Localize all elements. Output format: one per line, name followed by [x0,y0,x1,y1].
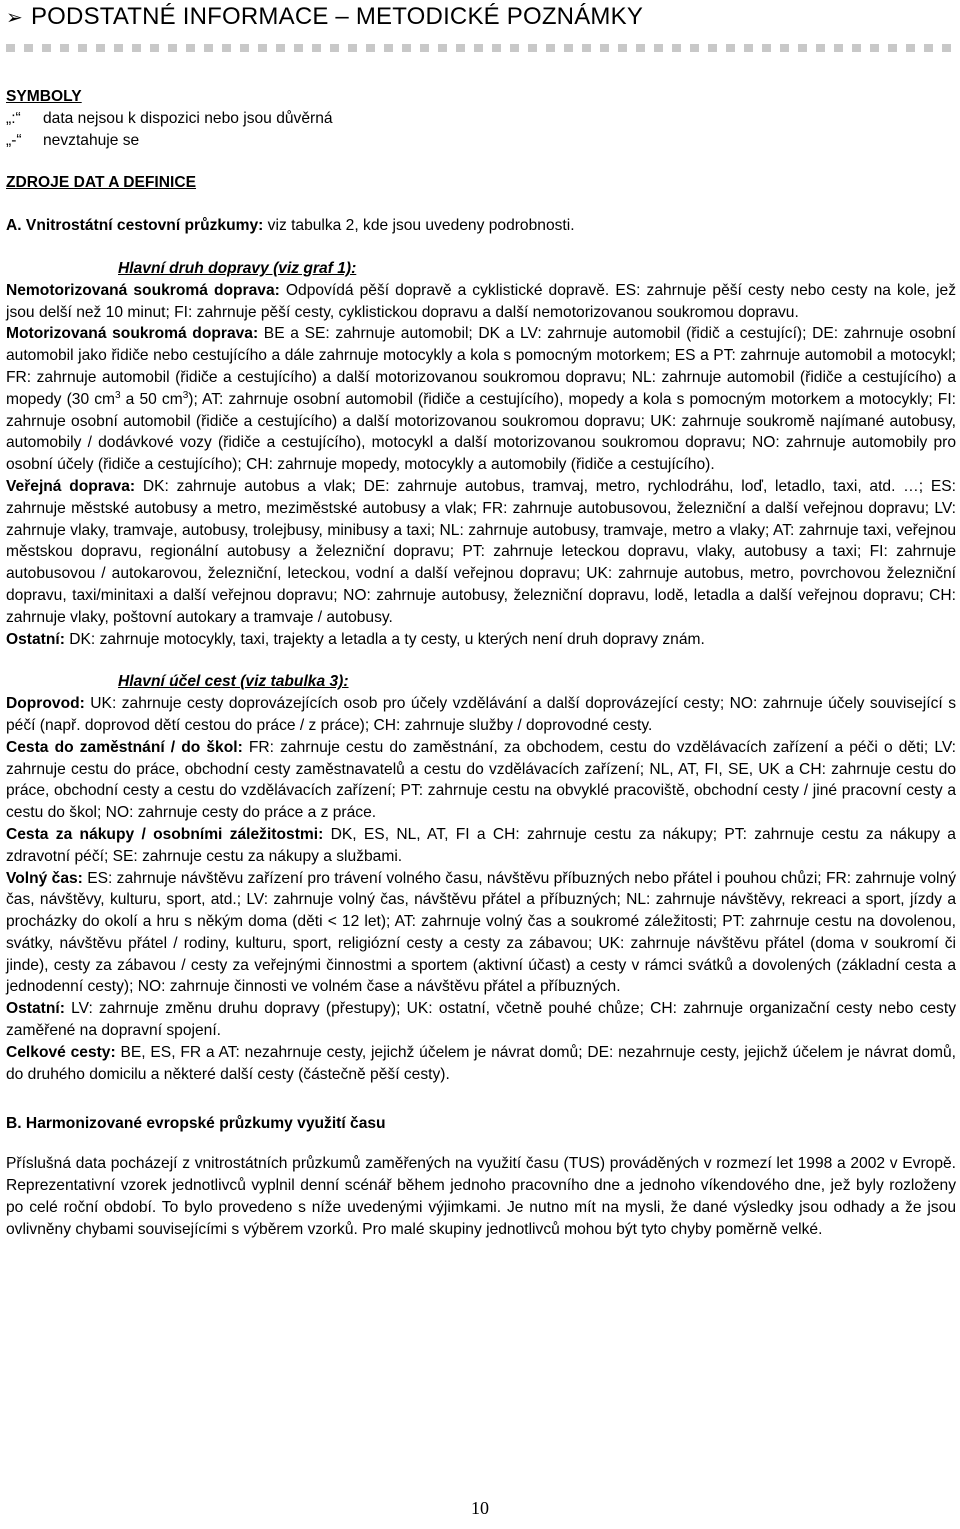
paragraph-label: Ostatní: [6,630,65,648]
symbol-text: nevztahuje se [43,131,140,149]
page-header [6,2,956,33]
superscript: 3 [182,389,189,401]
divider-dot [258,44,267,52]
divider-dot [96,44,105,52]
section-a-lead [6,215,956,237]
divider-dot [690,44,699,52]
divider-dot [456,44,465,52]
divider-dot [348,44,357,52]
paragraph-text: UK: zahrnuje cesty doprovázejících osob pro účely vzdělávání a další doprovázející cesty; NO: zahrnuje účely související s péčí (např. doprovod dětí cestou do práce / z práce); CH: zahrnuje služby / doprovodné cesty. [6,695,956,734]
paragraph-text: DK: zahrnuje autobus a vlak; DE: zahrnuje autobus, tramvaj, metro, rychlodráhu, loď, letadlo, taxi, atd. …; ES: zahrnuje městské autobusy a metro, meziměstské autobusy a vlak; FR: zahrnuje autobusovou, železniční a další veřejnou dopravu; LV: zahrnuje vlaky, tramvaje, autobusy, trolejbusy, minibusy a taxi; NL: zahrnuje autobusy, tramvaje, metro a vlaky; AT: zahrnuje taxi, veřejnou městskou dopravu, regionální autobusy a železniční dopravu; PT: zahrnuje leteckou dopravu, vlaky, autobusy a taxi; FI: zahrnuje autobusovou / autokarovou, železniční, leteckou, vodní a další veřejnou dopravu; UK: zahrnuje autobus, metro, povrchovou železniční dopravu, taxi/minitaxi a další veřejnou dopravu; NO: zahrnuje autobusy, železniční dopravu, lodě, letadla a další veřejnou dopravu; CH: zahrnuje vlaky, poštovní autokary a tramvaje / autobusy. [6,477,956,626]
purpose-paragraph-total [6,1042,956,1086]
symbols-heading: SYMBOLY [6,88,82,105]
divider-dot [942,44,951,52]
divider-dot [402,44,411,52]
divider-dot [924,44,933,52]
divider-dot [816,44,825,52]
divider-dot [132,44,141,52]
divider-dot [672,44,681,52]
document-body [6,86,956,1240]
paragraph-label: Cesta za nákupy / osobními záležitostmi: [6,825,324,843]
paragraph-text: FR: zahrnuje cestu do zaměstnání, za obchodem, cestu do vzdělávacích zařízení a péči o děti; LV: zahrnuje cestu do práce, obchodní cesty zaměstnavatelů a cestu do vzdělávacích zařízení; NL, AT, FI, SE, UK a CH: zahrnuje cestu do práce, obchodní cesty a cestu do vzdělávacích zařízení; PT: zahrnuje cestu na obvyklé pracoviště, obchodní cesty / jiné pracovní cesty a cestu do škol; NO: zahrnuje cesty do práce a z práce. [6,738,956,822]
divider-dot [384,44,393,52]
paragraph-text: BE a SE: zahrnuje automobil; DK a LV: zahrnuje automobil (řidič a cestující); DE: zahrnuje osobní automobil jako řidiče nebo cestujícího a dále zahrnuje motocykly a kola s pomocným motorkem; ES a PT: zahrnuje automobil a motocykl; FR: zahrnuje automobil (řidiče a cestujícího) a další motorizovanou soukromou dopravu; NL: zahrnuje automobil (řidiče a cestujícího) a mopedy (30 cm [6,325,957,408]
paragraph-label: Motorizovaná soukromá doprava: [6,325,259,343]
divider-dot [780,44,789,52]
divider-dot [474,44,483,52]
divider-dot [906,44,915,52]
divider-dot [726,44,735,52]
page-number: 10 [471,1498,489,1518]
paragraph-text: LV: zahrnuje změnu druhu dopravy (přestupy); UK: ostatní, včetně pouhé chůze; CH: zahrnuje organizační cesty nebo cesty zaměřené na dopravní spojení. [6,1000,956,1040]
divider-dot [204,44,213,52]
symbol-row [6,108,956,130]
divider-dot [420,44,429,52]
paragraph-text: BE, ES, FR a AT: nezahrnuje cesty, jejichž účelem je návrat domů; DE: nezahrnuje cesty, jejichž účelem je návrat domů, do druhého domicilu a některé další cesty (částečně pěší cesty). [6,1043,957,1083]
mode-paragraph-other [6,629,956,651]
dotted-divider [6,44,956,52]
paragraph-text: Odpovídá pěší dopravě a cyklistické dopravě. ES: zahrnuje pěší cesty nebo cesty na kole, jež jsou delší než 10 minut; FI: zahrnuje pěší cesty, cyklistickou dopravu a další nemotorizovanou soukromou dopravu. [6,281,956,321]
section-a-title: A. Vnitrostátní cestovní průzkumy: [6,217,264,235]
superscript: 3 [115,389,121,401]
paragraph-label: Doprovod: [6,695,85,713]
sources-heading: ZDROJE DAT A DEFINICE [6,174,197,192]
divider-dot [438,44,447,52]
divider-dot [744,44,753,52]
divider-dot [618,44,627,52]
divider-dot [888,44,897,52]
paragraph-label: Nemotorizovaná soukromá doprava: [6,281,280,299]
divider-dot [186,44,195,52]
paragraph-label: Celkové cesty: [6,1043,116,1061]
divider-dot [6,44,15,52]
mode-paragraph-nonmotorized [6,280,956,324]
mode-paragraph-motorized [6,323,956,476]
divider-dot [114,44,123,52]
purpose-heading: Hlavní účel cest (viz tabulka 3): [118,673,349,691]
section-b-heading: B. Harmonizované evropské průzkumy využití času [6,1115,386,1133]
divider-dot [276,44,285,52]
paragraph-text: ); AT: zahrnuje osobní automobil (řidiče a cestujícího), mopedy a kola s pomocným motorkem a motocykly; FI: zahrnuje osobní automobil (řidiče a cestujícího) a další motorizovanou soukromou dopravu; UK: zahrnuje soukromě najímané autobusy, automobily / dodávkové vozy (řidiče a cestujícího), motocykl a další motorizovanou soukromou dopravu; NO: zahrnuje automobily pro osobní účely (řidiče a cestujícího); CH: zahrnuje mopedy, motocykly a automobily (řidiče a cestujícího). [6,390,956,474]
divider-dot [870,44,879,52]
divider-dot [150,44,159,52]
divider-dot [708,44,717,52]
divider-dot [492,44,501,52]
divider-dot [78,44,87,52]
paragraph-label: Volný čas: [6,869,83,887]
paragraph-text: ES: zahrnuje návštěvu zařízení pro trávení volného času, návštěvu příbuzných nebo přátel i pouhou chůzi; FR: zahrnuje volný čas, návštěvy, kulturu, sport, atd.; LV: zahrnuje volný čas, návštěvu přátel a příbuzných; NL: zahrnuje návštěvy, rekreaci a sport, jízdy a procházky do okolí a hru s někým doma (děti < 12 let); AT: zahrnuje volný čas a soukromé záležitosti; PT: zahrnuje cestu na dovolenou, svátky, návštěvu přátel / rodiny, kulturu, sport, religiózní cesty a cesty za zábavou; UK: zahrnuje návštěvu přátel (doma v soukromí či jinde), cesty za zábavou / cesty za veřejnými činnostmi a sportem (aktivní účast) a cesty v rámci svátků a dovolených (základní cesta a jednodenní cesty); NO: zahrnuje činnosti ve volném čase a návštěvu přátel a příbuzných. [6,869,956,996]
symbol-key: „-“ [6,131,22,149]
arrow-bullet-icon: ➢ [6,7,23,29]
divider-dot [240,44,249,52]
paragraph-text: DK: zahrnuje motocykly, taxi, trajekty a letadla a ty cesty, u kterých není druh dopravy znám. [64,630,705,648]
divider-dot [546,44,555,52]
section-a-text: viz tabulka 2, kde jsou uvedeny podrobnosti. [263,217,575,235]
paragraph-text: a 50 cm [120,390,183,408]
section-b-paragraph: Příslušná data pocházejí z vnitrostátních průzkumů zaměřených na využití času (TUS) prováděných v rozmezí let 1998 a 2002 v Evropě. Reprezentativní vzorek jednotlivců vyplnil denní scénář během jednoho pracovního dne a jednoho víkendového dne, jež byly rozloženy po celé roční období. To bylo provedeno s níže uvedenými výjimkami. Je nutno mít na mysli, že dané výsledky jsou odhady a že jsou ovlivněny chybami souvisejícími s výběrem vzorků. Pro malé skupiny jednotlivců mohou být tyto chyby poměrně velké. [6,1155,956,1238]
paragraph-label: Ostatní: [6,1000,65,1018]
page-title-text: PODSTATNÉ INFORMACE – METODICKÉ POZNÁMKY [30,3,644,30]
purpose-paragraph-other [6,998,956,1042]
mode-paragraph-public [6,476,956,629]
divider-dot [834,44,843,52]
divider-dot [852,44,861,52]
divider-dot [564,44,573,52]
divider-dot [312,44,321,52]
divider-dot [510,44,519,52]
purpose-paragraph-work [6,737,956,824]
divider-dot [294,44,303,52]
divider-dot [60,44,69,52]
divider-dot [798,44,807,52]
divider-dot [636,44,645,52]
mode-heading: Hlavní druh dopravy (viz graf 1): [118,259,357,277]
purpose-paragraph-escort [6,693,956,737]
paragraph-label: Veřejná doprava: [6,477,136,495]
divider-dot [582,44,591,52]
purpose-paragraph-leisure [6,868,956,999]
divider-dot [762,44,771,52]
divider-dot [600,44,609,52]
divider-dot [528,44,537,52]
divider-dot [168,44,177,52]
divider-dot [42,44,51,52]
divider-dot [330,44,339,52]
paragraph-label: Cesta do zaměstnání / do škol: [6,738,243,756]
symbol-text: data nejsou k dispozici nebo jsou důvěrná [43,109,333,127]
symbol-row [6,130,956,152]
divider-dot [24,44,33,52]
divider-dot [222,44,231,52]
symbol-key: „:“ [6,109,21,127]
divider-dot [366,44,375,52]
purpose-paragraph-shopping [6,824,956,868]
divider-dot [654,44,663,52]
paragraph-text: DK, ES, NL, AT, FI a CH: zahrnuje cestu za nákupy; PT: zahrnuje cestu za nákupy a zdravotní péčí; SE: zahrnuje cestu za nákupy a službami. [6,825,956,865]
page-title [6,2,956,33]
